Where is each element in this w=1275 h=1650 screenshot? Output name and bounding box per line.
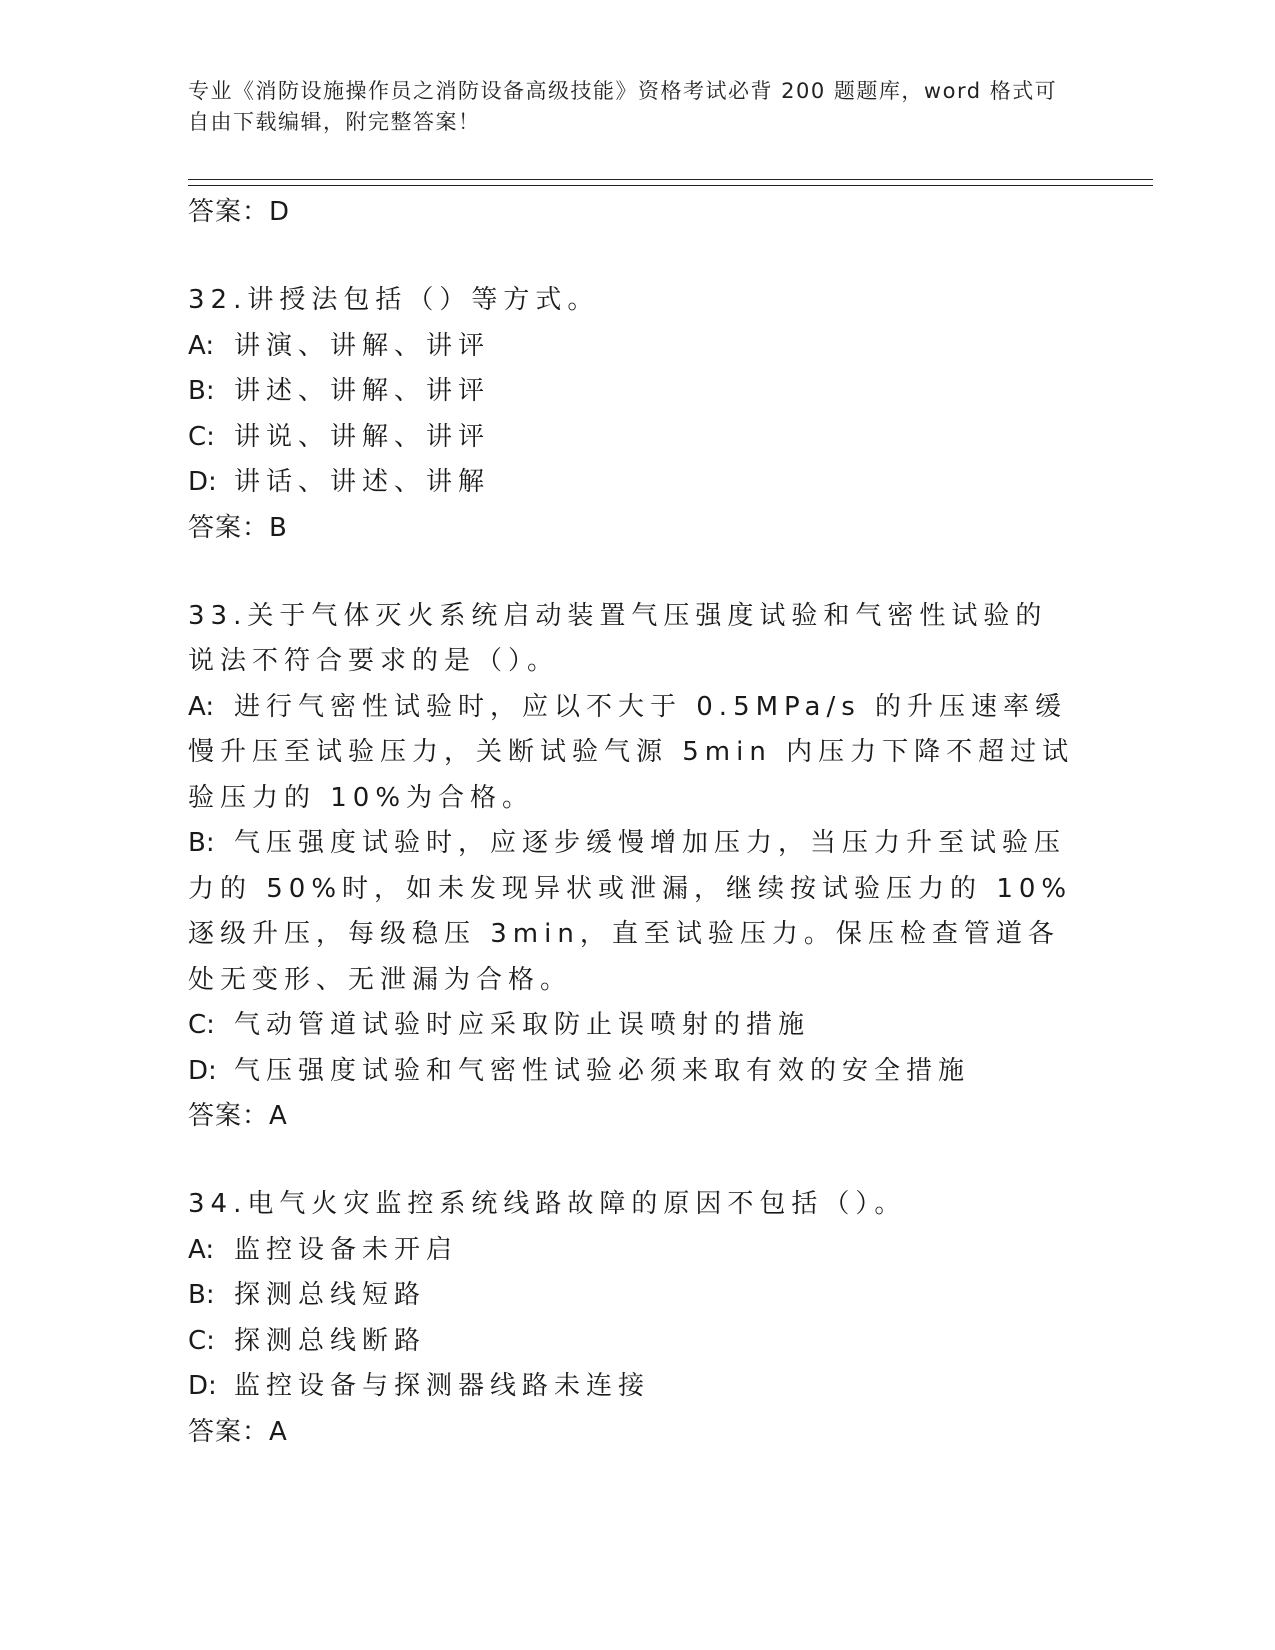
question-item bbox=[188, 278, 1078, 550]
option-text: 气压强度试验和气密性试验必须来取有效的安全措施 bbox=[234, 1055, 971, 1086]
document-body bbox=[188, 190, 1078, 1454]
option-d bbox=[188, 1364, 1078, 1410]
option-key: C: bbox=[188, 421, 215, 452]
option-a bbox=[188, 685, 1078, 822]
option-text: 探测总线断路 bbox=[234, 1325, 427, 1356]
option-text: 气动管道试验时应采取防止误喷射的措施 bbox=[234, 1010, 811, 1040]
option-c bbox=[188, 1003, 1078, 1049]
option-text: 讲述、讲解、讲评 bbox=[234, 376, 491, 406]
option-a bbox=[188, 1228, 1078, 1274]
option-b bbox=[188, 1273, 1078, 1319]
option-d bbox=[188, 460, 1078, 506]
option-key: D: bbox=[188, 1055, 217, 1086]
header-divider bbox=[188, 179, 1153, 186]
option-text: 讲话、讲述、讲解 bbox=[234, 467, 491, 497]
option-key: A: bbox=[188, 1234, 215, 1265]
option-d bbox=[188, 1049, 1078, 1095]
option-text: 监控设备未开启 bbox=[234, 1234, 459, 1265]
option-a bbox=[188, 324, 1078, 370]
option-key: A: bbox=[188, 691, 215, 722]
question-stem: 34.电气火灾监控系统线路故障的原因不包括（）。 bbox=[188, 1189, 907, 1219]
option-b bbox=[188, 821, 1078, 1003]
option-key: A: bbox=[188, 330, 215, 361]
option-b bbox=[188, 369, 1078, 415]
option-c bbox=[188, 1319, 1078, 1365]
question-item bbox=[188, 1182, 1078, 1454]
question-stem: 33.关于气体灭火系统启动装置气压强度试验和气密性试验的说法不符合要求的是（）。 bbox=[188, 600, 1048, 676]
question-answer: 答案：A bbox=[188, 1416, 288, 1447]
option-text: 讲说、讲解、讲评 bbox=[234, 421, 491, 452]
option-c bbox=[188, 415, 1078, 461]
option-text: 进行气密性试验时，应以不大于 0.5MPa/s 的升压速率缓慢升压至试验压力，关断试验气源 5min 内压力下降不超过试验压力的 10%为合格。 bbox=[188, 691, 1075, 813]
option-key: B: bbox=[188, 376, 215, 406]
option-text: 探测总线短路 bbox=[234, 1280, 427, 1310]
option-text: 监控设备与探测器线路未连接 bbox=[234, 1371, 651, 1401]
question-item bbox=[188, 594, 1078, 1139]
question-stem: 32.讲授法包括（）等方式。 bbox=[188, 285, 600, 315]
option-key: C: bbox=[188, 1010, 215, 1040]
option-key: D: bbox=[188, 1371, 217, 1401]
option-text: 气压强度试验时，应逐步缓慢增加压力，当压力升至试验压力的 50%时，如未发现异状或泄漏，继续按试验压力的 10%逐级升压，每级稳压 3min，直至试验压力。保压检查管道各处无变形、无泄漏为合格。 bbox=[188, 828, 1073, 995]
option-key: B: bbox=[188, 1280, 215, 1310]
previous-answer: 答案：D bbox=[188, 197, 291, 227]
question-answer: 答案：B bbox=[188, 512, 288, 543]
option-key: D: bbox=[188, 467, 217, 497]
option-text: 讲演、讲解、讲评 bbox=[234, 330, 491, 361]
question-answer: 答案：A bbox=[188, 1101, 288, 1131]
option-key: C: bbox=[188, 1325, 215, 1356]
option-key: B: bbox=[188, 828, 215, 858]
document-header: 专业《消防设施操作员之消防设备高级技能》资格考试必背 200 题题库，word 格式可自由下载编辑，附完整答案！ bbox=[188, 79, 1058, 134]
